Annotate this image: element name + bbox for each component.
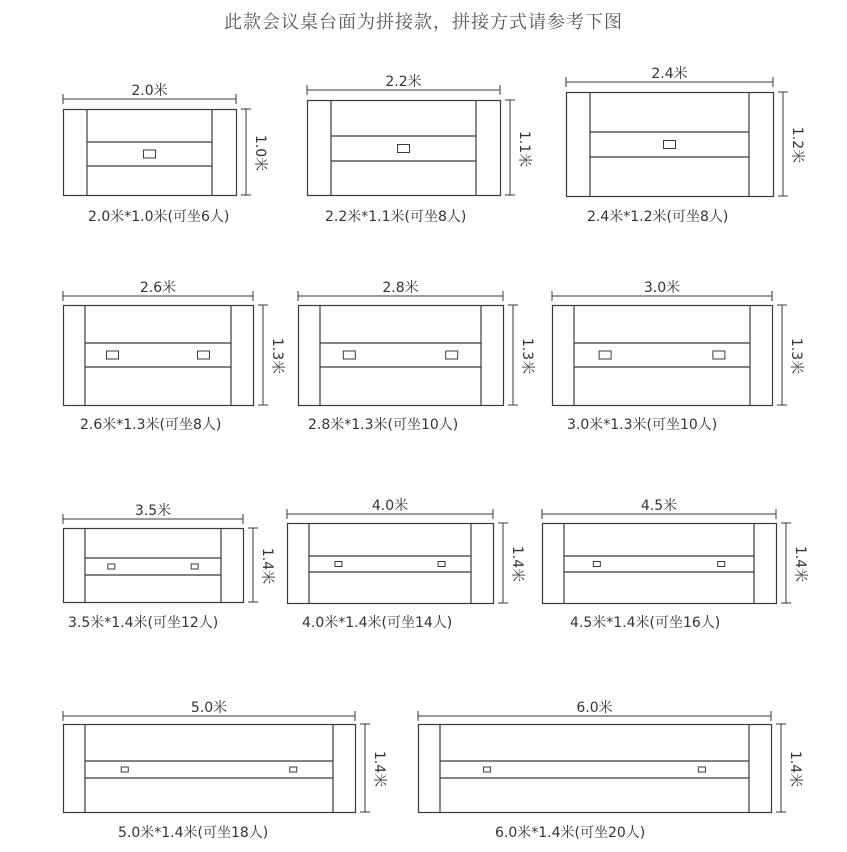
cable-port-icon <box>144 150 156 158</box>
cable-port-icon <box>121 767 128 772</box>
cable-port-icon <box>290 767 297 772</box>
cable-port-icon <box>664 141 676 149</box>
cable-port-icon <box>343 351 355 359</box>
cable-port-icon <box>698 767 705 772</box>
page-title: 此款会议桌台面为拼接款，拼接方式请参考下图 <box>224 12 623 33</box>
width-label: 2.6米 <box>139 280 177 296</box>
cable-port-icon <box>446 351 458 359</box>
depth-label: 1.3米 <box>269 337 285 375</box>
cable-port-icon <box>599 351 611 359</box>
cable-port-icon <box>713 351 725 359</box>
width-label: 6.0米 <box>576 700 613 716</box>
table-caption: 4.0米*1.4米(可坐14人) <box>302 615 453 631</box>
width-label: 3.5米 <box>134 503 172 519</box>
table-caption: 3.5米*1.4米(可坐12人) <box>68 615 219 631</box>
table-caption: 2.8米*1.3米(可坐10人) <box>308 417 459 433</box>
table-caption: 2.6米*1.3米(可坐8人) <box>80 417 222 433</box>
width-label: 2.0米 <box>131 83 168 99</box>
width-label: 2.8米 <box>382 280 419 296</box>
depth-label: 1.4米 <box>259 547 275 585</box>
table-outline <box>64 725 356 813</box>
depth-label: 1.4米 <box>371 750 387 788</box>
table-caption: 6.0米*1.4米(可坐20人) <box>495 825 646 841</box>
depth-label: 1.1米 <box>516 130 532 167</box>
depth-label: 1.4米 <box>792 545 808 583</box>
cable-port-icon <box>398 145 410 153</box>
width-label: 3.0米 <box>643 280 681 296</box>
width-label: 4.5米 <box>640 498 678 514</box>
depth-label: 1.3米 <box>788 337 804 375</box>
cable-port-icon <box>438 562 445 567</box>
width-label: 2.2米 <box>385 74 422 90</box>
cable-port-icon <box>593 562 600 567</box>
cable-port-icon <box>718 562 725 567</box>
table-caption: 2.4米*1.2米(可坐8人) <box>587 209 729 225</box>
depth-label: 1.4米 <box>509 545 525 583</box>
width-label: 2.4米 <box>651 66 688 82</box>
table-caption: 3.0米*1.3米(可坐10人) <box>567 417 718 433</box>
cable-port-icon <box>107 351 119 359</box>
cable-port-icon <box>191 564 198 569</box>
table-outline <box>543 524 777 604</box>
depth-label: 1.0米 <box>252 134 268 172</box>
table-caption: 2.0米*1.0米(可坐6人) <box>88 209 230 225</box>
table-outline <box>64 529 244 603</box>
table-outline <box>299 306 504 406</box>
table-outline <box>288 524 494 604</box>
depth-label: 1.4米 <box>787 750 803 788</box>
table-outline <box>419 725 772 813</box>
depth-label: 1.2米 <box>789 126 805 164</box>
depth-label: 1.3米 <box>519 337 535 375</box>
table-outline <box>64 306 254 406</box>
table-caption: 2.2米*1.1米(可坐8人) <box>325 209 467 225</box>
width-label: 5.0米 <box>190 700 228 716</box>
cable-port-icon <box>197 351 209 359</box>
cable-port-icon <box>108 564 115 569</box>
cable-port-icon <box>484 767 491 772</box>
table-caption: 5.0米*1.4米(可坐18人) <box>118 825 269 841</box>
width-label: 4.0米 <box>371 498 409 514</box>
cable-port-icon <box>335 562 342 567</box>
table-caption: 4.5米*1.4米(可坐16人) <box>570 615 721 631</box>
table-outline <box>553 306 773 406</box>
